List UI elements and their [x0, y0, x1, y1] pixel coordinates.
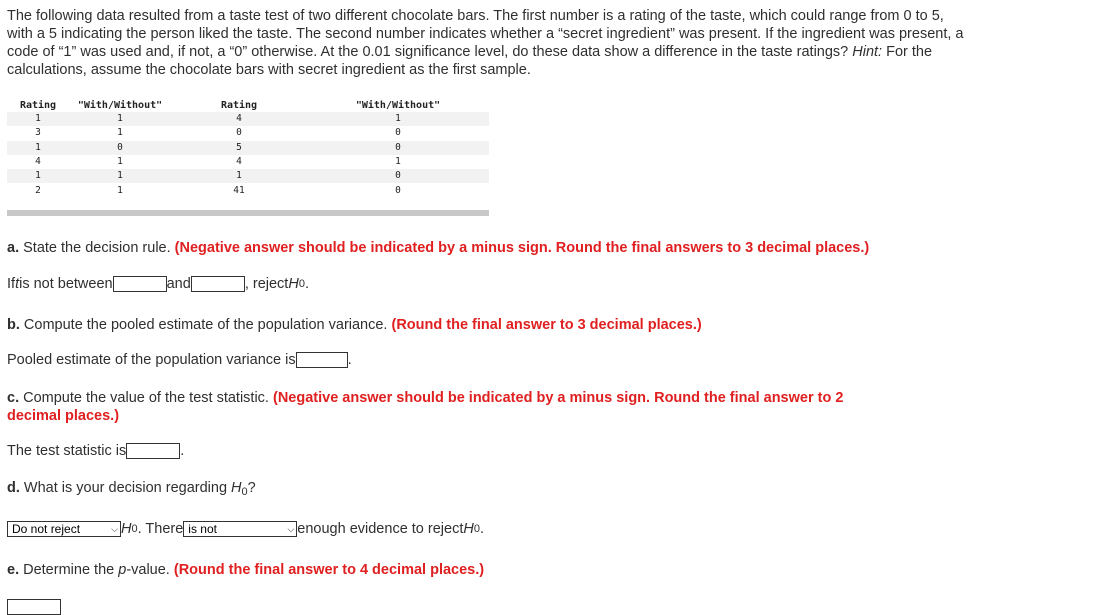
hint-label: Hint:: [852, 44, 883, 60]
table-header-row: [7, 98, 489, 112]
table-row: 3 1 0 0: [7, 126, 489, 140]
header-with-without-1: "With/Without": [77, 99, 163, 111]
evidence-select[interactable]: is not ⌵: [183, 521, 297, 537]
question-b: b. Compute the pooled estimate of the population variance. (Round the final answer to 3 decimal places.): [7, 317, 702, 333]
table-row: 1 1 4 1: [7, 112, 489, 126]
question-b-instruction: (Round the final answer to 3 decimal places.): [391, 317, 702, 333]
header-with-without-2: "With/Without": [355, 99, 441, 111]
test-statistic-input[interactable]: [126, 443, 180, 459]
question-c: c. Compute the value of the test statistic. (Negative answer should be indicated by a minus sign. Round the final answer to 2 decimal places.): [7, 390, 844, 424]
header-rating-1: Rating: [19, 99, 57, 111]
p-value-input[interactable]: [7, 599, 61, 615]
chevron-down-icon: ⌵: [287, 523, 295, 534]
table-row: 1 1 1 0: [7, 169, 489, 183]
header-rating-2: Rating: [220, 99, 258, 111]
table-row: 1 0 5 0: [7, 141, 489, 155]
chevron-down-icon: ⌵: [111, 523, 118, 534]
decision-line: Do not reject ⌵ H 0 . There is not ⌵ enough evidence to reject H 0 .: [7, 521, 484, 537]
problem-statement: The following data resulted from a taste test of two different chocolate bars. The first number is a rating of the taste, which could range from 0 to 5, with a 5 indicating the person liked the taste. The second number indicates whether a “secret ingredient” was present. If the ingredient was present, a code of “1” was used and, if not, a “0” otherwise. At the 0.01 significance level, do these data show a difference in the taste ratings? Hint: For the calculations, assume the chocolate bars with secret ingredient as the first sample.: [7, 8, 964, 78]
pooled-variance-line: Pooled estimate of the population variance is .: [7, 352, 352, 368]
question-a: a. State the decision rule. (Negative answer should be indicated by a minus sign. Round the final answers to 3 decimal places.): [7, 240, 870, 256]
table-row: 4 1 4 1: [7, 155, 489, 169]
upper-critical-input[interactable]: [191, 276, 245, 292]
question-d: d. What is your decision regarding $H_0$?: [7, 480, 256, 498]
table-scrollbar[interactable]: [7, 210, 489, 216]
table-row: 2 1 41 0: [7, 183, 489, 197]
question-e: e. Determine the p-value. (Round the final answer to 4 decimal places.): [7, 562, 485, 578]
question-e-instruction: (Round the final answer to 4 decimal places.): [173, 562, 485, 578]
decision-rule-line: If t is not between and , reject H 0 .: [7, 276, 309, 292]
test-statistic-line: The test statistic is .: [7, 443, 185, 459]
question-a-instruction: (Negative answer should be indicated by a minus sign. Round the final answers to 3 decimal places.): [174, 240, 870, 256]
data-table: [7, 98, 489, 198]
lower-critical-input[interactable]: [113, 276, 167, 292]
decision-select[interactable]: Do not reject ⌵: [7, 521, 121, 537]
pooled-variance-input[interactable]: [296, 352, 348, 368]
